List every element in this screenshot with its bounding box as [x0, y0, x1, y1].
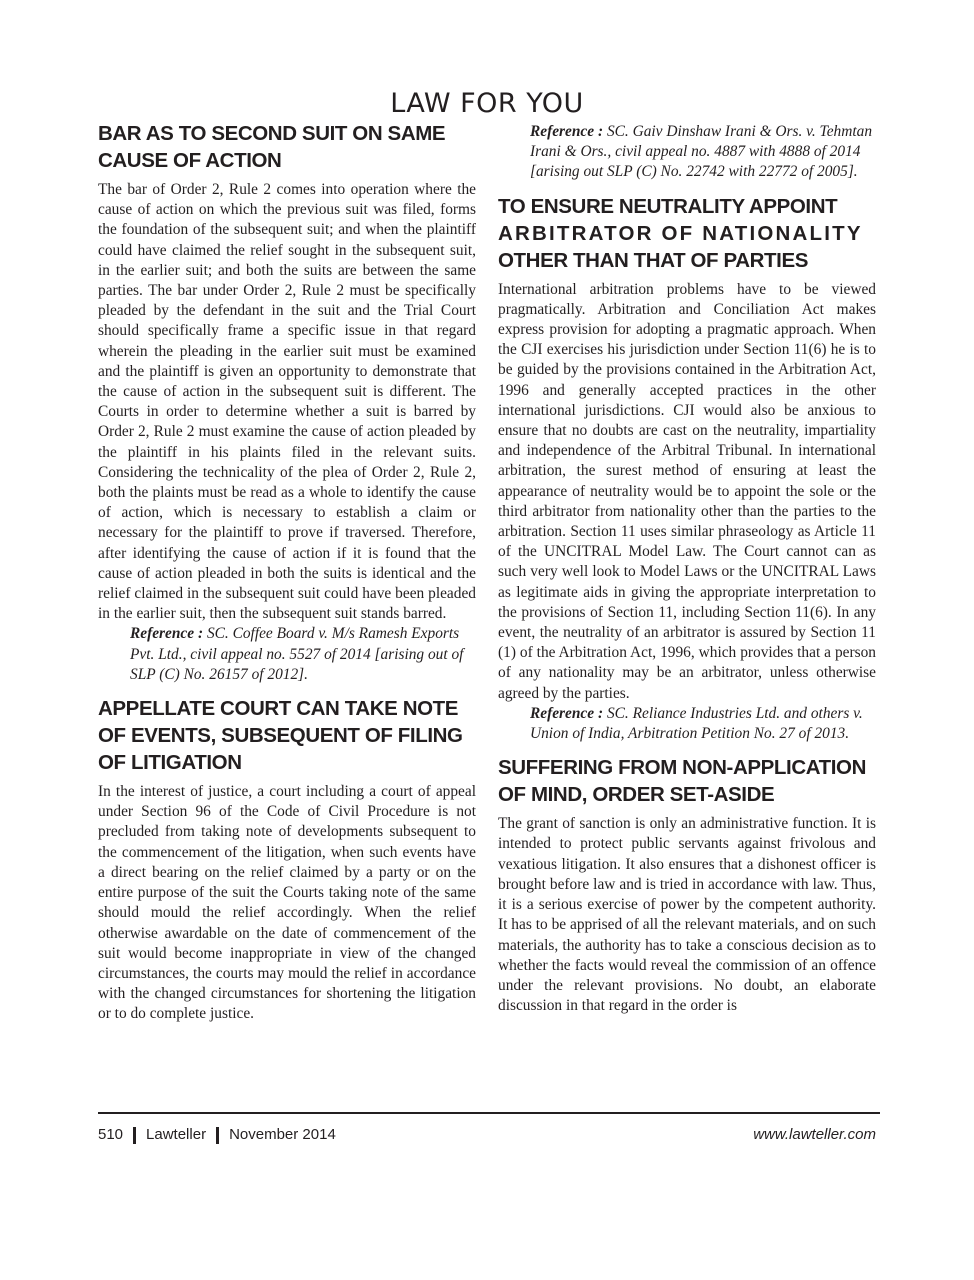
heading-line: ARBITRATOR OF NATIONALITY	[498, 221, 863, 245]
heading-line: OTHER THAN THAT OF PARTIES	[498, 248, 808, 272]
reference-label: Reference :	[530, 704, 604, 722]
reference-text: SC. Gaiv Dinshaw Irani & Ors. v. Tehmtan Irani & Ors., civil appeal no. 4887 with 4888 of 2014 [arising out SLP (C) No. 22742 with 22772 of 2005].	[530, 123, 873, 181]
separator-bar	[133, 1127, 136, 1144]
article-reference	[530, 704, 876, 744]
reference-text: SC. Reliance Industries Ltd. and others v. Union of India, Arbitration Petition No. 27 of 2013.	[530, 704, 863, 743]
article-body: The bar of Order 2, Rule 2 comes into operation where the cause of action on which the previous suit was filed, forms the foundation of the subsequent suit; and when the plaintiff could have claimed the relief sought in the subsequent suit, in the earlier suit; and both the suits are between the same parties. The bar under Order 2, Rule 2 must be specifically pleaded by the defendant in the suit and the Trial Court should specifically frame a specific issue in that regard wherein the pleading in the earlier suit must be examined and the plaintiff is given an opportunity to demonstrate that the cause of action in the subsequent suit is different. The Courts in order to determine whether a suit is barred by Order 2, Rule 2 must examine the cause of action pleaded by the plaintiff in his plaints filed in the relevant suits. Considering the technicality of the plea of Order 2, Rule 2, both the plaints must be read as a whole to identify the cause of action, which is necessary to establish a claim or necessary for the plaintiff to prove if traversed. Therefore, after identifying the cause of action if it is found that the cause of action pleaded in both the suits is identical and the relief claimed in the subsequent suit could have been pleaded in the earlier suit, then the subsequent suit stands barred.	[98, 181, 476, 623]
article-heading	[498, 193, 876, 274]
reference-label: Reference :	[130, 625, 204, 643]
publication-name: Lawteller	[146, 1126, 207, 1143]
reference-text: SC. Coffee Board v. M/s Ramesh Exports Pvt. Ltd., civil appeal no. 5527 of 2014 [arising out of SLP (C) No. 26157 of 2012].	[130, 625, 464, 683]
article-body: International arbitration problems have to be viewed pragmatically. Arbitration and Conciliation Act makes express provision for adopting a pragmatic approach. When the CJI exercises his jurisdiction under Section 11(6) he is to be guided by the provisions contained in the Arbitration Act, 1996 and generally accepted practices in the other international jurisdictions. CJI would also be anxious to ensure that no doubts are cast on the neutrality, impartiality and independence of the Arbitral Tribunal. In international arbitration, the surest method of ensuring at least the appearance of neutrality would be to appoint the sole or the third arbitrator from nationality other than the parties to the arbitration. Section 11 uses similar phraseology as Article 11 of the UNCITRAL Model Law. The Court cannot can as such very well look to Model Laws or the UNCITRAL Laws as legitimate aids in giving the appropriate interpretation to the provisions of Section 11, including Section 11(6). In any event, the neutrality of an arbitrator is assured by Section 11 (1) of the Arbitration Act, 1996, which provides that a person of any nationality may be an arbitrator, unless otherwise agreed by the parties.	[498, 280, 876, 702]
article-body: In the interest of justice, a court including a court of appeal under Section 96 of the Code of Civil Procedure is not precluded from taking note of developments subsequent to the commencement of the litigation, when such events have a direct bearing on the relief claimed by a party or on the entire purpose of the suit the Courts taking note of the same should mould the relief accordingly. When the relief otherwise awardable on the date of commencement of the suit would become inappropriate in view of the changed circumstances, the courts may mould the relief in accordance with the changed circumstances for shortening the litigation or to do complete justice.	[98, 783, 476, 1023]
website-link[interactable]: www.lawteller.com	[753, 1126, 876, 1143]
article-non-application-of-mind	[498, 754, 876, 1016]
heading-line: BAR AS TO SECOND SUIT ON SAME	[98, 122, 446, 145]
article-heading	[98, 120, 476, 174]
heading-line: CAUSE OF ACTION	[98, 149, 282, 172]
continued-reference	[530, 122, 876, 183]
page-number: 510	[98, 1126, 124, 1143]
reference-label: Reference :	[530, 123, 604, 140]
heading-line: TO ENSURE NEUTRALITY APPOINT	[498, 194, 838, 218]
article-heading	[498, 754, 876, 808]
heading-line: OF MIND, ORDER SET-ASIDE	[498, 783, 775, 807]
page-title: LAW FOR YOU	[390, 88, 584, 119]
footer-divider	[98, 1112, 880, 1114]
issue-date: November 2014	[229, 1126, 336, 1143]
article-reference	[130, 624, 476, 685]
article-heading	[98, 695, 476, 776]
article-bar-second-suit	[98, 120, 476, 685]
heading-line: APPELLATE COURT CAN TAKE NOTE	[98, 697, 459, 721]
separator-bar	[216, 1127, 219, 1144]
heading-line: OF LITIGATION	[98, 751, 242, 775]
footer-info	[98, 1126, 336, 1144]
left-column	[98, 120, 476, 1025]
article-arbitrator-neutrality	[498, 193, 876, 745]
right-column	[498, 122, 876, 1016]
heading-line: OF EVENTS, SUBSEQUENT OF FILING	[98, 724, 463, 748]
heading-line: SUFFERING FROM NON-APPLICATION	[498, 756, 866, 780]
article-appellate-court	[98, 695, 476, 1024]
article-body: The grant of sanction is only an administrative function. It is intended to protect public servants against frivolous and vexatious litigation. It also ensures that a dishonest officer is brought before law and is tried in accordance with law. Thus, it is a serious exercise of power by the competent authority. It has to be apprised of all the relevant materials, and on such materials, the authority has to take a conscious decision as to whether the facts would reveal the commission of an offence under the relevant provisions. No doubt, an elaborate discussion in that regard in the order is	[498, 815, 876, 1015]
